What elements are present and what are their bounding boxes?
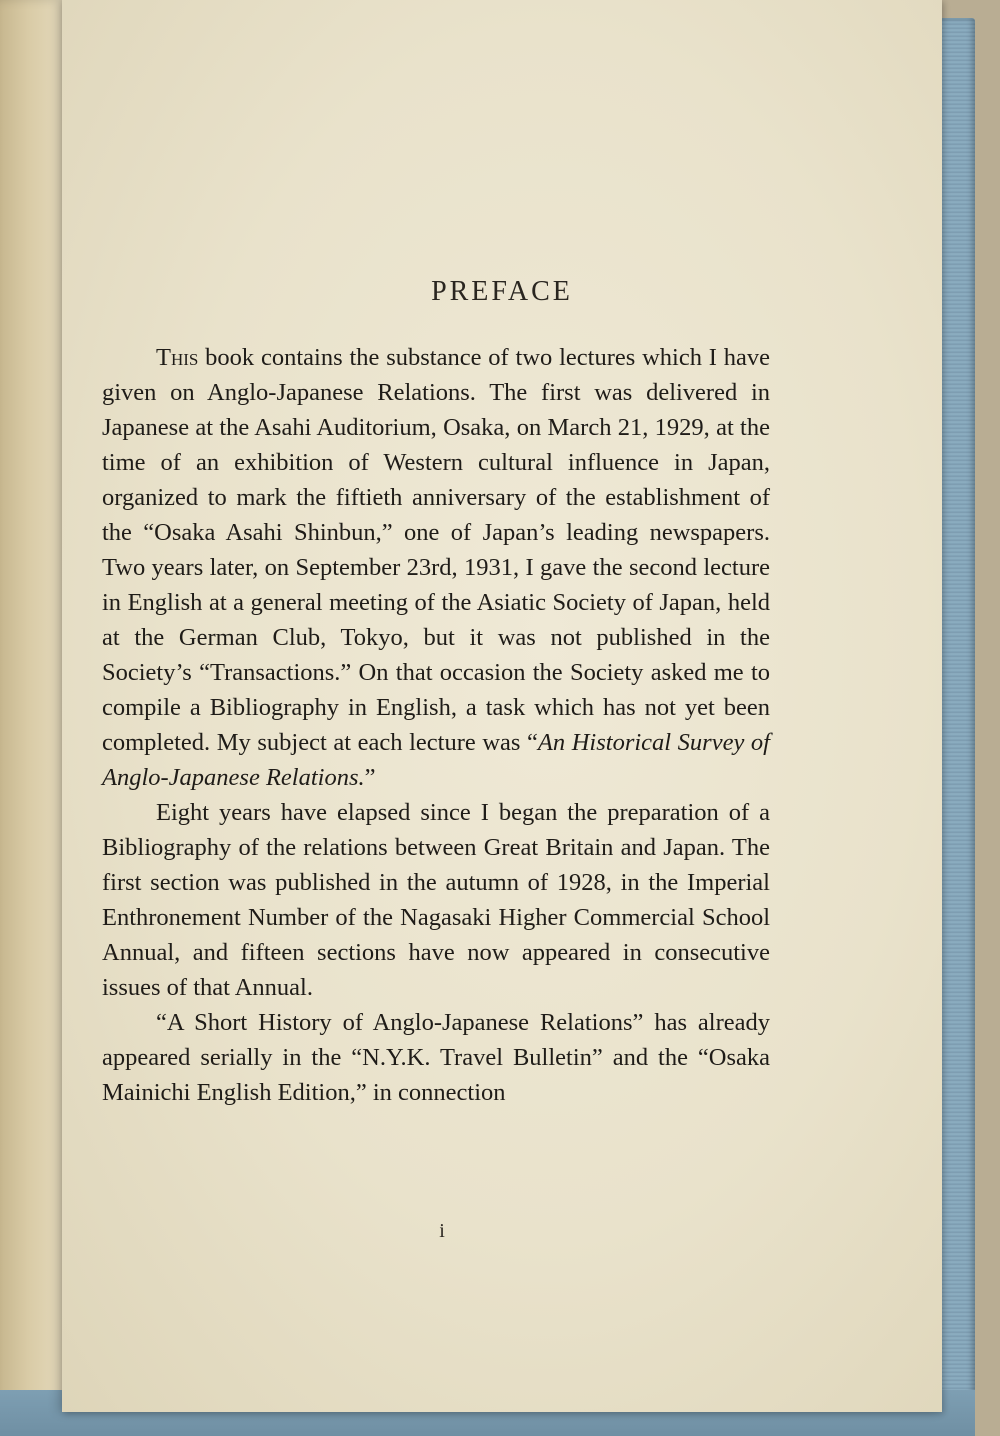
paragraph-1-text: book contains the substance of two lectures which I have given on Anglo-Japanese Relations. The first was delivered in Japanese at the Asahi Auditorium, Osaka, on March 21, 1929, at the time of an exhibition of Western cultural influence in Japan, organized to mark the fiftieth anniversary of the establishment of the “Osaka Asahi Shinbun,” one of Japan’s leading newspapers. Two years later, on September 23rd, 1931, I gave the second lecture in English at a general meeting of the Asiatic Society of Japan, held at the German Club, Tokyo, but it was not published in the Society’s “Transactions.” On that occasion the Society asked me to compile a Bibliography in English, a task which has not yet been completed. My subject at each lecture was “ (102, 344, 770, 756)
page-title: PREFACE (431, 276, 573, 307)
lecture-title: An Historical Survey of Anglo-Japanese Relations. (102, 729, 770, 791)
previous-page-edge (0, 0, 70, 1436)
paragraph-1-lead: This (156, 344, 199, 371)
paragraph-2: Eight years have elapsed since I began the preparation of a Bibliography of the relations between Great Britain and Japan. The first section was published in the autumn of 1928, in the Imperial Enthronement Number of the Nagasaki Higher Commercial School Annual, and fifteen sections have now appeared in consecutive issues of that Annual. (102, 799, 770, 1001)
paragraph-3: “A Short History of Anglo-Japanese Relations” has already appeared serially in the “N.Y.K. Travel Bulletin” and the “Osaka Mainichi English Edition,” in connection (102, 1009, 770, 1106)
preface-body (102, 340, 770, 1110)
page-number: i (439, 1220, 445, 1242)
paragraph-1 (102, 340, 770, 795)
paragraph-1-tail: ” (364, 764, 376, 791)
book-page (62, 0, 942, 1412)
